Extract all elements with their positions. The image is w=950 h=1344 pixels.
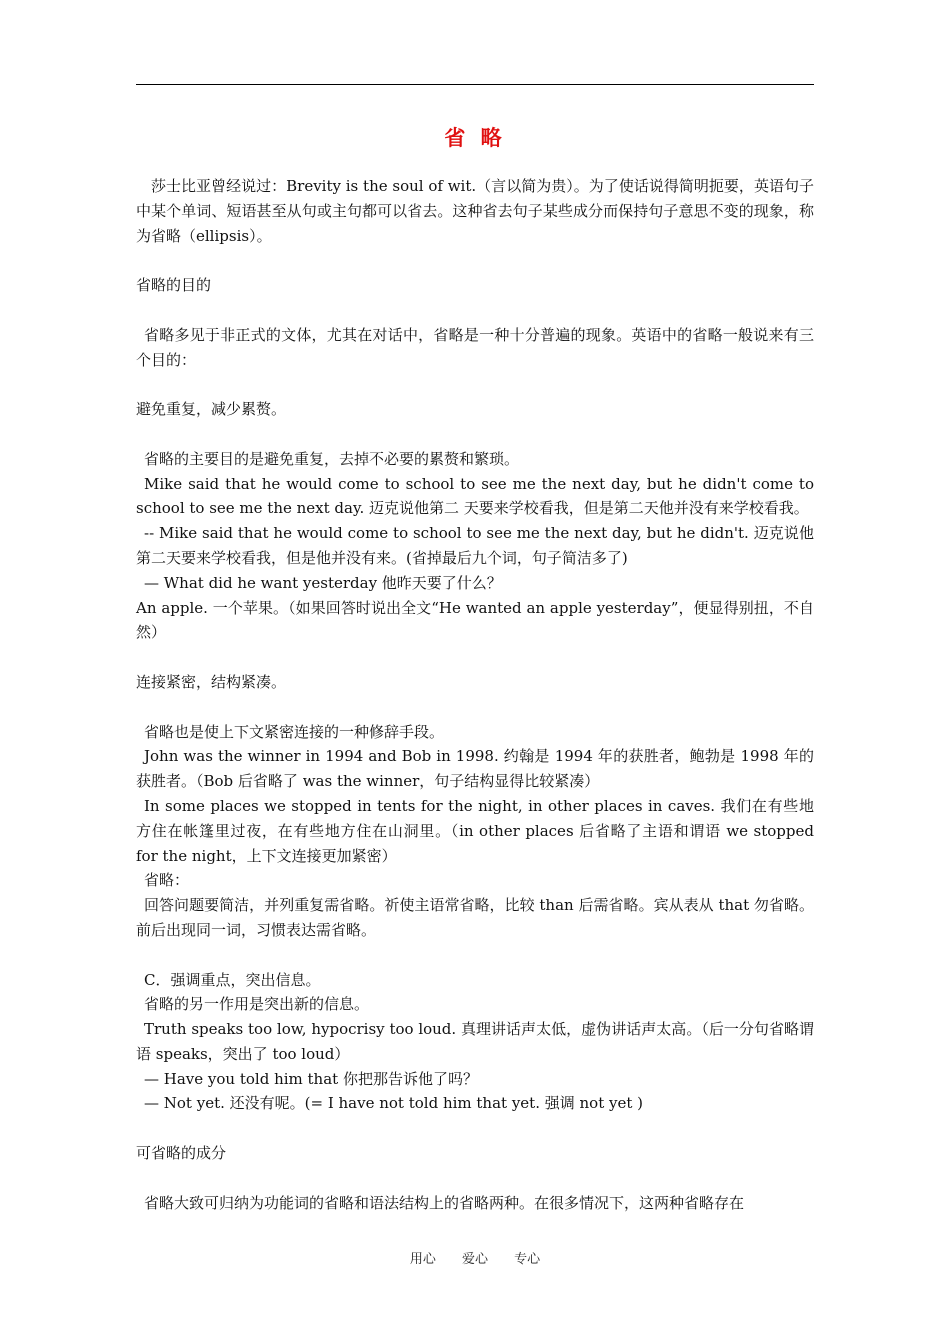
paragraph: 省略：	[144, 871, 190, 890]
dialogue-line: — Have you told him that 你把那告诉他了吗？	[144, 1069, 478, 1088]
section-heading-omittable: 可省略的成分	[136, 1144, 227, 1163]
example-sentence: Mike said that he would come to school to see me the next day, but he didn't come to school to see me the next day. 迈克说他第二 天要来学校看我，但是第二天他并没有来学校看我。	[136, 474, 814, 518]
subheading-avoid-repetition: 避免重复，减少累赘。	[136, 400, 287, 419]
paragraph: 省略的另一作用是突出新的信息。	[144, 995, 370, 1014]
header-rule	[136, 84, 814, 85]
example-sentence: Truth speaks too low, hypocrisy too loud. 真理讲话声太低，虚伪讲话声太高。（后一分句省略谓语 speaks，突出了 too loud）	[136, 1020, 814, 1063]
paragraph: 省略也是使上下文紧密连接的一种修辞手段。	[144, 722, 445, 741]
document-body	[136, 174, 814, 1215]
page-title: 省 略	[444, 125, 506, 150]
intro-paragraph: 莎士比亚曾经说过：Brevity is the soul of wit.（言以简为贵）。为了使话说得简明扼要，英语句子中某个单词、短语甚至从句或主句都可以省去。这种省去句子某些成分而保持句子意思不变的现象，称为省略（ellipsis）。	[136, 177, 814, 245]
page-footer	[0, 1248, 950, 1267]
paragraph: 省略的主要目的是避免重复，去掉不必要的累赘和繁琐。	[144, 449, 520, 468]
example-sentence: -- Mike said that he would come to school to see me the next day, but he didn't. 迈克说他第二天要来学校看我，但是他并没有来。(省掉最后九个词，句子简洁多了)	[136, 524, 814, 567]
subheading-tight-connection: 连接紧密，结构紧凑。	[136, 672, 287, 691]
example-sentence: In some places we stopped in tents for the night, in other places in caves. 我们在有些地方住在帐篷里过夜，在有些地方住在山洞里。（in other places 后省略了主语和谓语 we stopped for the night，上下文连接更加紧密）	[136, 796, 814, 865]
subheading-emphasis: C．强调重点，突出信息。	[144, 970, 321, 989]
footer-text: 用心	[409, 1252, 436, 1267]
paragraph: 省略大致可归纳为功能词的省略和语法结构上的省略两种。在很多情况下，这两种省略存在	[144, 1193, 745, 1212]
rhyme-paragraph: 回答问题要简洁，并列重复需省略。祈使主语常省略，比较 than 后需省略。宾从表从 that 勿省略。前后出现同一词，习惯表达需省略。	[136, 896, 814, 939]
footer-text: 专心	[514, 1252, 541, 1267]
paragraph: 省略多见于非正式的文体，尤其在对话中，省略是一种十分普遍的现象。英语中的省略一般说来有三个目的：	[136, 325, 814, 369]
footer-text: 爱心	[461, 1252, 488, 1267]
dialogue-line: — Not yet. 还没有呢。(= I have not told him that yet. 强调 not yet )	[144, 1094, 643, 1113]
section-heading-purpose: 省略的目的	[136, 276, 212, 295]
dialogue-line: — What did he want yesterday 他昨天要了什么？	[144, 573, 502, 592]
example-sentence: John was the winner in 1994 and Bob in 1998. 约翰是 1994 年的获胜者，鲍勃是 1998 年的获胜者。（Bob 后省略了 was the winner，句子结构显得比较紧凑）	[136, 747, 814, 791]
dialogue-line: An apple. 一个苹果。（如果回答时说出全文“He wanted an apple yesterday”，便显得别扭，不自然）	[136, 598, 814, 642]
